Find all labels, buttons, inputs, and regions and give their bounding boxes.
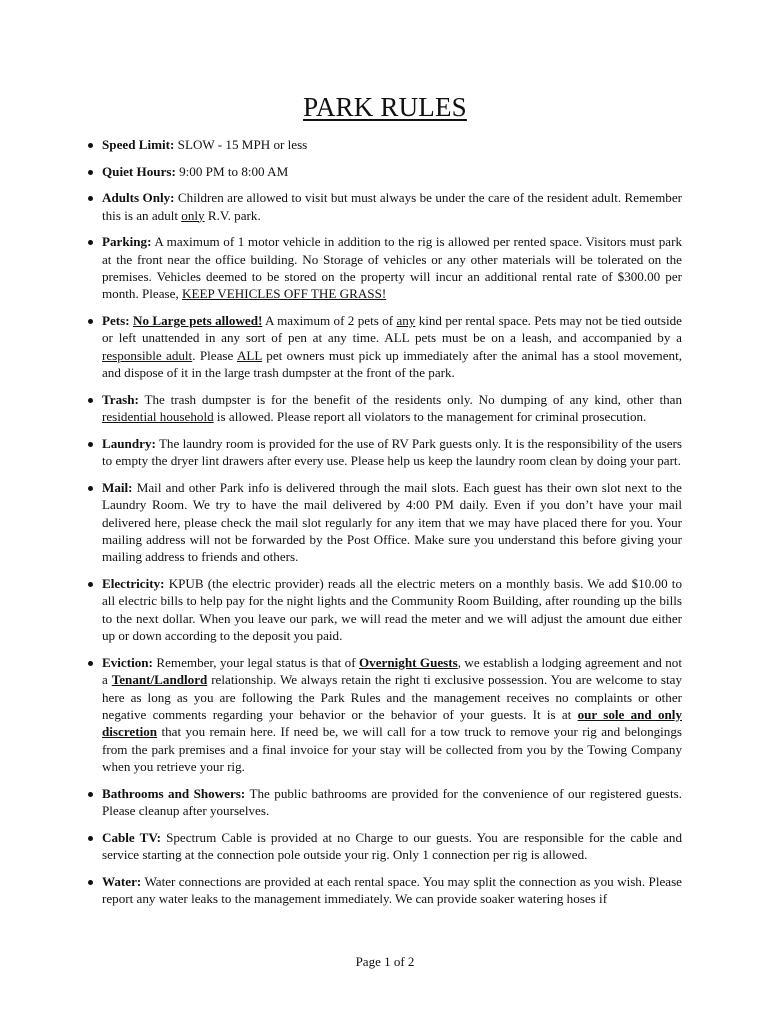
rule-emphasis: only [181,207,205,223]
rule-water [84,873,682,908]
rule-text: Water connections are provided at each rental space. You may split the connection as you wish. Please report any water leaks to the management immediately. We can provide soaker watering hoses if [102,873,682,907]
rule-label: Mail: [102,479,133,495]
rule-bathrooms [84,785,682,820]
rule-text: The laundry room is provided for the use of RV Park guests only. It is the responsibility of the users to empty the dryer lint drawers after every use. Please help us keep the laundry room clean by doing your part. [102,435,682,469]
rule-emphasis: ALL [236,347,262,363]
rule-label: Water: [102,873,142,889]
rule-text: A maximum of 1 motor vehicle in addition to the rig is allowed per rented space. Visitors must park at the front near the office building. No Storage of vehicles or any other materials will be tolerated on the premises. Vehicles deemed to be stored on the property will incur an additional rental rate of $300.00 per month. Please, [102,234,682,302]
rule-emphasis: Overnight Guests [359,654,458,670]
rule-text: is allowed. Please report all violators to the management for criminal prosecution. [213,409,647,425]
page-number: Page 1 of 2 [355,954,415,969]
rule-text: kind per rental space. Pets may not be tied outside or left unattended in any sort of pen at any time. ALL pets must be on a leash, and accompanied by a [102,313,682,346]
rule-cable-tv [84,829,682,864]
rule-label: Pets: [102,313,130,328]
rule-label: Eviction: [102,654,153,670]
rule-parking [84,233,682,303]
rule-emphasis: any [396,313,416,328]
rule-text: 9:00 PM to 8:00 AM [175,163,289,179]
rule-text: pet owners must pick up immediately after the animal has a stool movement, and dispose of it in the large trash dumpster at the front of the park. [102,347,682,381]
rule-label: Bathrooms and Showers: [102,785,246,801]
rule-text: that you remain here. If need be, we will call for a tow truck to remove your rig and belongings from the park premises and a final invoice for your stay will be collected from you by the Towing Company when you retrieve your rig. [102,724,682,775]
rule-label: Cable TV: [102,829,161,845]
rule-mail [84,479,682,566]
rule-text: R.V. park. [204,207,261,223]
rule-quiet-hours [84,163,682,180]
rule-label: Parking: [102,234,152,250]
rule-adults-only [84,189,682,224]
rule-trash [84,391,682,426]
rule-laundry [84,435,682,470]
rule-text: . Please [192,347,237,363]
rule-emphasis: our sole and only discretion [102,707,682,740]
rule-text: The public bathrooms are provided for the convenience of our registered guests. Please cleanup after yourselves. [102,785,683,819]
rule-pets [84,312,682,382]
rule-label: Adults Only: [102,190,175,206]
rule-label: Laundry: [102,435,156,451]
rule-text: Remember, your legal status is that of [152,654,359,670]
rule-emphasis: responsible adult [102,347,193,363]
rule-speed-limit [84,136,682,153]
rule-emphasis: No Large pets allowed! [133,313,263,328]
rule-emphasis: KEEP VEHICLES OFF THE GRASS! [182,286,387,302]
rule-text: KPUB (the electric provider) reads all the electric meters on a monthly basis. We add $10.00 to all electric bills to help pay for the night lights and the Community Room Building, after rounding up the bills to the next dollar. When you leave our park, we will read the meter and we will adjust the amount due either up or down according to the deposit you paid. [102,576,682,644]
rule-text: SLOW - 15 MPH or less [174,137,308,152]
rule-text: Children are allowed to visit but must always be under the care of the resident adult. Remember this is an adult [102,190,682,223]
rule-text: Spectrum Cable is provided at no Charge to our guests. You are responsible for the cable and service starting at the connection pole outside your rig. Only 1 connection per rig is allowed. [102,829,682,863]
rule-text: The trash dumpster is for the benefit of the residents only. No dumping of any kind, other than [138,391,682,407]
rule-text: A maximum of 2 pets of [262,313,397,328]
rule-eviction [84,654,682,776]
rules-list [84,136,682,917]
rule-emphasis: Tenant/Landlord [111,672,208,688]
rule-emphasis: residential household [102,409,214,425]
rule-label: Speed Limit: [102,137,175,152]
rule-label: Quiet Hours: [102,163,176,179]
rule-text: , we establish a lodging agreement and not a [102,654,682,688]
rule-label: Trash: [102,391,139,407]
rule-text: Mail and other Park info is delivered through the mail slots. Each guest has their own slot next to the Laundry Room. We try to have the mail delivered by 4:00 PM daily. Even if you don’t have your mail delivered here, please check the mail slot regularly for any item that we may have placed there for you. Your mailing address will not be forwarded by the Post Office. Make sure you understand this before giving your mailing address to friends and others. [102,479,682,565]
rule-label: Electricity: [102,576,165,592]
page-title: PARK RULES [303,92,467,122]
rule-text: relationship. We always retain the right ti exclusive possession. You are welcome to stay here as long as you are following the Park Rules and the management receives no complaints or other negative comments regarding your behavior or the behavior of your guests. It is at [102,672,683,723]
rule-electricity [84,575,682,645]
